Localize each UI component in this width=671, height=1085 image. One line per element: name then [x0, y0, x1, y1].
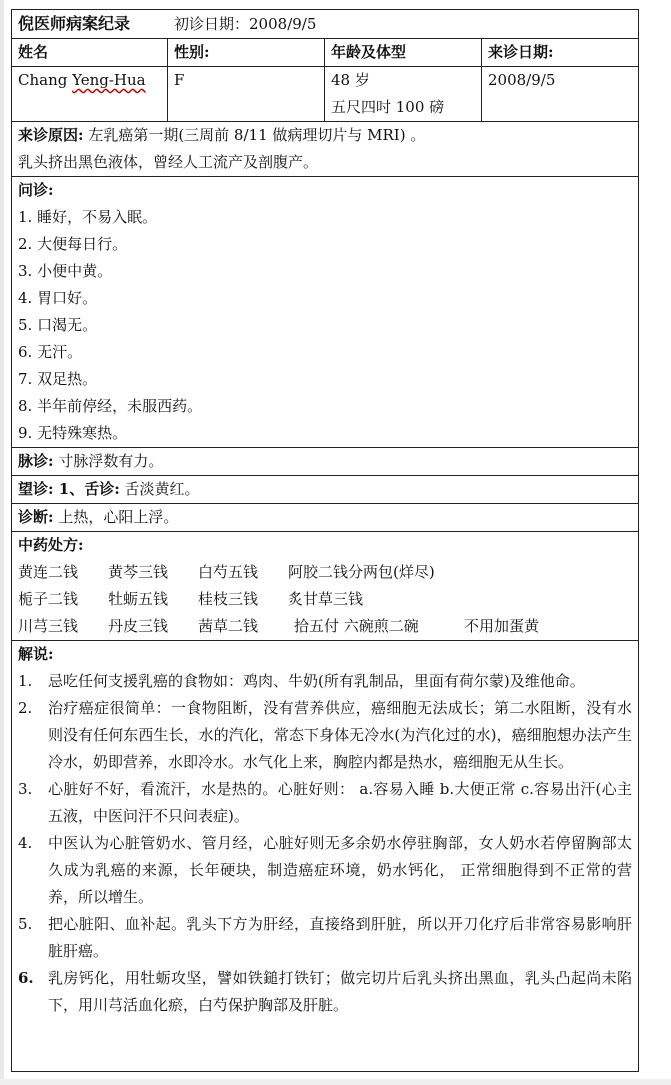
patient-name-first: Chang: [18, 71, 73, 89]
patient-row: [12, 67, 639, 122]
prescription-row: [12, 532, 639, 641]
herb: 白芍五钱: [198, 563, 259, 581]
name-label: 姓名: [12, 39, 168, 67]
inquiry-row: [12, 177, 639, 448]
herb: 牡蛎五钱: [108, 590, 169, 608]
prescription-line: [18, 613, 638, 640]
reason-row: [12, 122, 639, 177]
prescription-line: [18, 559, 638, 586]
page-bottom-edge: [0, 1079, 671, 1085]
item-text: 治疗癌症很简单：一食物阻断，没有营养供应，癌细胞无法成长；第二水阻断，没有水则没有任何东西生长，水的汽化，常态下身体无冷水(为汽化过的水)，癌细胞想办法产生冷水，奶即营养，水即冷水。水气化上来，胸腔内都是热水，癌细胞无从生长。: [48, 699, 633, 771]
diagnosis-text: 上热，心阳上浮。: [53, 508, 179, 526]
visit-date-label: 来诊日期:: [482, 39, 639, 67]
first-visit-date: 初诊日期：2008/9/5: [174, 15, 317, 33]
diagnosis-label: 诊断:: [18, 508, 54, 526]
dosage-instruction: 拾五付 六碗煎二碗: [294, 617, 419, 635]
pulse-label: 脉诊:: [18, 452, 54, 470]
diagnosis-row: [12, 504, 639, 532]
inquiry-item: 5. 口渴无。: [18, 316, 98, 334]
page-edge: [0, 0, 4, 1085]
item-number: 5.: [18, 915, 33, 933]
patient-age: 48 岁: [331, 71, 370, 89]
herb: 茜草二钱: [198, 617, 259, 635]
item-number: 2.: [18, 699, 33, 717]
inquiry-item: 3. 小便中黄。: [18, 262, 113, 280]
inquiry-item: 7. 双足热。: [18, 370, 98, 388]
inquiry-item: 6. 无汗。: [18, 343, 83, 361]
observation-row: [12, 476, 639, 504]
pulse-row: [12, 448, 639, 476]
item-text: 把心脏阳、血补起。乳头下方为肝经，直接络到肝脏，所以开刀化疗后非常容易影响肝脏肝癌。: [48, 915, 633, 960]
inquiry-item: 9. 无特殊寒热。: [18, 424, 128, 442]
reason-line1: 左乳癌第一期(三周前 8/11 做病理切片与 MRI) 。: [83, 126, 426, 144]
inquiry-label: 问诊:: [18, 181, 54, 199]
age-label: 年龄及体型: [325, 39, 482, 67]
item-text: 乳房钙化，用牡蛎攻坚，譬如铁鎚打铁钉；做完切片后乳头挤出黑血，乳头凸起尚未陷下，用川芎活血化瘀，白芍保护胸部及肝脏。: [48, 969, 633, 1014]
explanation-item: [18, 830, 638, 911]
patient-body: 五尺四吋 100 磅: [331, 98, 445, 116]
patient-sex: F: [168, 67, 325, 122]
inquiry-item: 1. 睡好，不易入眠。: [18, 208, 158, 226]
inquiry-list: [18, 204, 638, 447]
explanation-item: [18, 668, 638, 695]
herb: 炙甘草三钱: [288, 590, 364, 608]
herb: 栀子二钱: [18, 590, 79, 608]
reason-label: 来诊原因:: [18, 126, 84, 144]
item-text: 中医认为心脏管奶水、管月经，心脏好则无多余奶水停驻胸部，女人奶水若停留胸部太久成为乳癌的来源，长年硬块，制造癌症环境，奶水钙化， 正常细胞得到不正常的营养，所以增生。: [48, 834, 633, 906]
inquiry-item: 4. 胃口好。: [18, 289, 98, 307]
item-number: 3.: [18, 780, 33, 798]
herb: 阿胶二钱分两包(烊尽): [288, 563, 435, 581]
observation-text: 舌淡黄红。: [119, 480, 200, 498]
item-text: 忌吃任何支援乳癌的食物如：鸡肉、牛奶(所有乳制品，里面有荷尔蒙)及维他命。: [48, 672, 585, 690]
patient-visit-date: 2008/9/5: [482, 67, 639, 122]
explanation-item: [18, 911, 638, 965]
herb: 黄芩三钱: [108, 563, 169, 581]
reason-line2: 乳头挤出黑色液体，曾经人工流产及剖腹产。: [18, 153, 319, 171]
prep-note: 不用加蛋黄: [464, 617, 540, 635]
patient-name-second: Yeng-Hua: [72, 71, 146, 89]
explanation-item: [18, 965, 638, 1019]
sex-label: 性别:: [168, 39, 325, 67]
case-record-table: [11, 9, 639, 1072]
record-title: 倪医师病案纪录: [18, 14, 131, 33]
explanation-label: 解说:: [18, 645, 54, 663]
herb: 桂枝三钱: [198, 590, 259, 608]
herb: 丹皮三钱: [108, 617, 169, 635]
item-number: 6.: [18, 969, 34, 987]
explanation-row: [12, 641, 639, 1072]
item-number: 1.: [18, 672, 33, 690]
herb: 黄连二钱: [18, 563, 79, 581]
prescription-line: [18, 586, 638, 613]
pulse-text: 寸脉浮数有力。: [53, 452, 164, 470]
inquiry-item: 8. 半年前停经，未服西药。: [18, 397, 203, 415]
inquiry-item: 2. 大便每日行。: [18, 235, 128, 253]
explanation-item: [18, 776, 638, 830]
item-number: 4.: [18, 834, 33, 852]
observation-label: 望诊: 1、舌诊:: [18, 480, 120, 498]
explanation-item: [18, 695, 638, 776]
patient-header-row: [12, 39, 639, 67]
explanation-list: [18, 668, 638, 1019]
title-row: [12, 10, 639, 39]
prescription-label: 中药处方:: [18, 536, 84, 554]
herb: 川芎三钱: [18, 617, 79, 635]
item-text: 心脏好不好，看流汗，水是热的。心脏好则： a.容易入睡 b.大便正常 c.容易出汗(心主五液，中医问汗不只问表症)。: [48, 780, 633, 825]
